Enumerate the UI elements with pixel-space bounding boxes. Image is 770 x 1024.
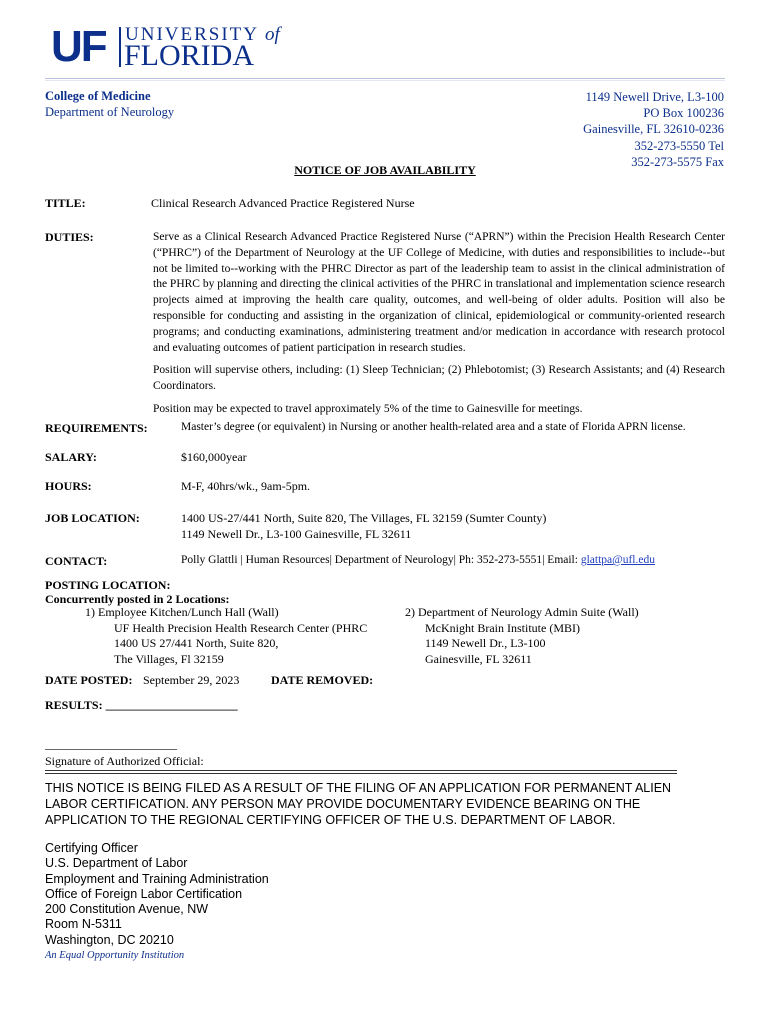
job-location-line: 1400 US-27/441 North, Suite 820, The Villages, FL 32159 (Sumter County) (181, 511, 547, 525)
salary-value: $160,000year (181, 450, 247, 464)
posting-location-line: McKnight Brain Institute (MBI) (425, 620, 580, 635)
logo-divider (119, 27, 121, 67)
salary-label: SALARY: (45, 450, 97, 464)
posting-location-line: 1400 US 27/441 North, Suite 820, (114, 636, 279, 650)
address-line: PO Box 100236 (643, 106, 724, 121)
duties-paragraph: Position may be expected to travel approximately 5% of the time to Gainesville for meetings. (153, 402, 583, 415)
job-location-label: JOB LOCATION: (45, 511, 140, 525)
header-address (583, 89, 724, 170)
logo-florida: FLORIDA (124, 39, 255, 72)
double-rule-divider (45, 769, 677, 776)
posting-location-line: Gainesville, FL 32611 (425, 651, 532, 666)
contact-text: Polly Glattli | Human Resources| Department of Neurology| Ph: 352-273-5551| Email: (181, 554, 581, 566)
labor-certification-notice: THIS NOTICE IS BEING FILED AS A RESULT OF THE FILING OF AN APPLICATION FOR PERMANENT ALIEN LABOR CERTIFICATION. ANY PERSON MAY PROVIDE DOCUMENTARY EVIDENCE BEARING ON THE APPLICATION TO THE REGIONAL CERTIFYING OFFICER OF THE U.S. DEPARTMENT OF LABOR. (45, 781, 672, 827)
duties-paragraph: Position will supervise others, including: (1) Sleep Technician; (2) Phlebotomist; (3) Research Assistants; and (4) Research Coordinators. (153, 364, 725, 393)
header-rule-shadow (45, 80, 725, 81)
certifying-address-line: 200 Constitution Avenue, NW (45, 902, 209, 917)
job-location-value (181, 511, 546, 542)
phone-fax: 352-273-5575 Fax (631, 154, 724, 169)
requirements-label: REQUIREMENTS: (45, 421, 148, 435)
posting-subheading: Concurrently posted in 2 Locations: (45, 592, 230, 606)
contact-email-link[interactable]: glattpa@ufl.edu (580, 554, 655, 566)
posting-location-line: 1) Employee Kitchen/Lunch Hall (Wall) (85, 605, 279, 619)
contact-label: CONTACT: (45, 554, 108, 568)
header-rule (45, 78, 725, 79)
title-label: TITLE: (45, 196, 86, 210)
equal-opportunity-footer: An Equal Opportunity Institution (45, 950, 185, 961)
posting-location-line: 2) Department of Neurology Admin Suite (Wall) (405, 605, 639, 619)
posting-location-2 (405, 605, 705, 667)
title-value: Clinical Research Advanced Practice Registered Nurse (151, 196, 415, 210)
signature-label: Signature of Authorized Official: (45, 754, 204, 768)
uf-logo-mark: UF (51, 22, 106, 71)
date-removed-label: DATE REMOVED: (271, 673, 374, 687)
logo-university: UNIVERSITY of (125, 24, 280, 45)
results-label: RESULTS: ______________________ (45, 698, 238, 712)
posting-location-line: UF Health Precision Health Research Center (PHRC (114, 620, 368, 635)
certifying-address-line: Office of Foreign Labor Certification (45, 886, 243, 901)
certifying-address-line: Certifying Officer (45, 841, 138, 855)
posting-location-1 (85, 605, 385, 667)
posting-location-line: The Villages, Fl 32159 (114, 651, 224, 666)
posting-heading: POSTING LOCATION: (45, 578, 171, 592)
certifying-address-line: Employment and Training Administration (45, 871, 269, 886)
certifying-address-line: Washington, DC 20210 (45, 932, 174, 947)
hours-label: HOURS: (45, 479, 92, 493)
address-line: 1149 Newell Drive, L3-100 (585, 90, 724, 104)
notice-title: NOTICE OF JOB AVAILABILITY (294, 163, 476, 177)
address-line: Gainesville, FL 32610-0236 (583, 122, 724, 137)
hours-value: M-F, 40hrs/wk., 9am-5pm. (181, 479, 311, 493)
certifying-address-line: Room N-5311 (45, 917, 122, 932)
job-location-line: 1149 Newell Dr., L3-100 Gainesville, FL 32611 (181, 526, 412, 541)
contact-value (181, 554, 655, 566)
duties-paragraph: Serve as a Clinical Research Advanced Practice Registered Nurse (“APRN”) within the Precision Health Research Center (“PHRC”) of the Department of Neurology at the UF College of Medicine, with duties and responsibilities to include--but not be limited to--working with the PHRC Director as part of the leadership team to assist in the clinical administration of the PHRC by planning and directing the clinical activities of the PHRC in translational and implementation science research projects aimed at improving the health care quality, outcomes, and well-being of older adults. Position will also be responsible for conducting and assisting in the organization of clinical, epidemiological or community-oriented research programs; and conducting examinations, administering treatment and/or medication in accordance with research protocol and evaluating outcomes of patient participation in research studies. (153, 231, 725, 354)
date-posted-value: September 29, 2023 (143, 673, 240, 687)
signature-line: ______________________ (45, 737, 177, 751)
posting-location-line: 1149 Newell Dr., L3-100 (425, 636, 546, 650)
date-posted-label: DATE POSTED: (45, 673, 133, 687)
department-name: Department of Neurology (45, 105, 175, 119)
certifying-officer-address (45, 841, 269, 948)
certifying-address-line: U.S. Department of Labor (45, 856, 188, 871)
requirements-value: Master’s degree (or equivalent) in Nursing or another health-related area and a state of Florida APRN license. (181, 421, 686, 433)
college-name: College of Medicine (45, 89, 151, 103)
duties-text (153, 230, 725, 425)
duties-label: DUTIES: (45, 230, 94, 244)
uf-logo (51, 22, 281, 72)
phone-tel: 352-273-5550 Tel (634, 138, 724, 153)
